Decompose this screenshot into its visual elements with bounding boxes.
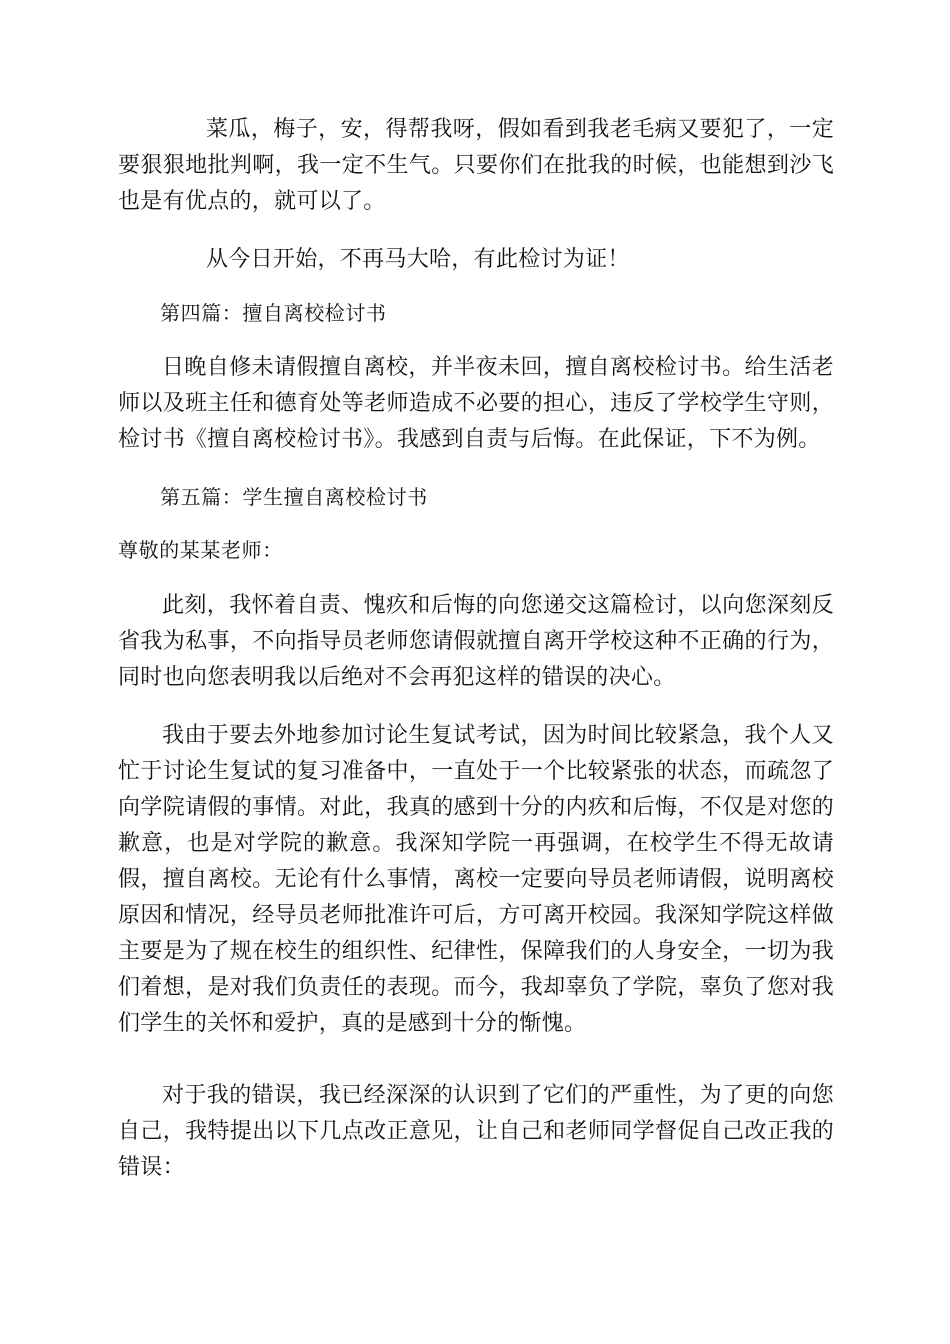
paragraph-leaving-school: 日晚自修未请假擅自离校，并半夜未回，擅自离校检讨书。给生活老师以及班主任和德育处等老师造成不必要的担心，违反了学校学生守则，检讨书《擅自离校检讨书》。我感到自责与后悔。在此保证，下不为例。	[118, 355, 834, 452]
section-heading-4: 第四篇：擅自离校检讨书	[160, 301, 387, 325]
salutation: 尊敬的某某老师：	[118, 538, 283, 562]
paragraph-explanation: 我由于要去外地参加讨论生复试考试，因为时间比较紧急，我个人又忙于讨论生复试的复习准备中，一直处于一个比较紧张的状态，而疏忽了向学院请假的事情。对此，我真的感到十分的内疚和后悔，不仅是对您的歉意，也是对学院的歉意。我深知学院一再强调，在校学生不得无故请假，擅自离校。无论有什么事情，离校一定要向导员老师请假，说明离校原因和情况，经导员老师批准许可后，方可离开校园。我深知学院这样做主要是为了规在校生的组织性、纪律性，保障我们的人身安全，一切为我们着想，是对我们负责任的表现。而今，我却辜负了学院，辜负了您对我们学生的关怀和爱护，真的是感到十分的惭愧。	[118, 723, 834, 1036]
section-heading-5: 第五篇：学生擅自离校检讨书	[160, 485, 428, 509]
paragraph-friends-help: 菜瓜，梅子，安，得帮我呀，假如看到我老毛病又要犯了，一定要狠狠地批判啊，我一定不生气。只要你们在批我的时候，也能想到沙飞也是有优点的，就可以了。	[118, 117, 834, 214]
paragraph-corrections: 对于我的错误，我已经深深的认识到了它们的严重性，为了更的向您自己，我特提出以下几点改正意见，让自己和老师同学督促自己改正我的错误：	[118, 1083, 834, 1180]
paragraph-pledge: 从今日开始，不再马大哈，有此检讨为证！	[206, 247, 630, 272]
paragraph-apology: 此刻，我怀着自责、愧疚和后悔的向您递交这篇检讨，以向您深刻反省我为私事，不向指导员老师您请假就擅自离开学校这种不正确的行为，同时也向您表明我以后绝对不会再犯这样的错误的决心。	[118, 593, 834, 690]
